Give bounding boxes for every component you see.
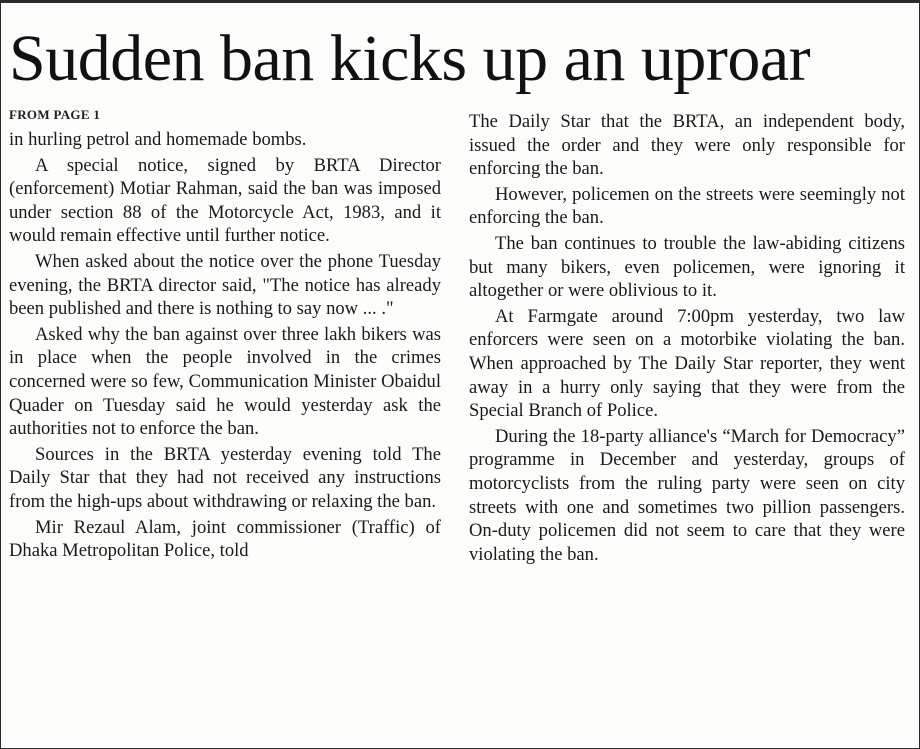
paragraph: At Farmgate around 7:00pm yesterday, two law enforcers were seen on a motorbike violating the ban. When approached by The Daily Star reporter, they went away in a hurry only saying that they were from the Special Branch of Police. — [469, 305, 905, 422]
paragraph: The Daily Star that the BRTA, an independent body, issued the order and they were only responsible for enforcing the ban. — [469, 111, 905, 180]
continued-from-label: FROM PAGE 1 — [9, 107, 101, 122]
left-column — [9, 128, 441, 563]
paragraph: in hurling petrol and homemade bombs. — [9, 129, 307, 150]
paragraph: During the 18-party alliance's “March for Democracy” programme in December and yesterday, groups of motorcyclists from the ruling party were seen on city streets with one and sometimes two pillion passengers. On-duty policemen did not seem to care that they were violating the ban. — [469, 425, 905, 565]
paragraph: A special notice, signed by BRTA Director (enforcement) Motiar Rahman, said the ban was imposed under section 88 of the Motorcycle Act, 1983, and it would remain effective until further notice. — [9, 154, 441, 247]
paragraph: Sources in the BRTA yesterday evening told The Daily Star that they had not received any instructions from the high-ups about withdrawing or relaxing the ban. — [9, 443, 441, 512]
right-column — [469, 110, 905, 566]
paragraph: The ban continues to trouble the law-abiding citizens but many bikers, even policemen, were ignoring it altogether or were oblivious to it. — [469, 232, 905, 302]
paragraph: However, policemen on the streets were seemingly not enforcing the ban. — [469, 183, 905, 229]
paragraph: Mir Rezaul Alam, joint commissioner (Traffic) of Dhaka Metropolitan Police, told — [9, 516, 441, 562]
paragraph: Asked why the ban against over three lakh bikers was in place when the people involved in the crimes concerned were so few, Communication Minister Obaidul Quader on Tuesday said he would yesterday ask the authorities not to enforce the ban. — [9, 323, 441, 440]
paragraph: When asked about the notice over the phone Tuesday evening, the BRTA director said, "The notice has already been published and there is nothing to say now ... ." — [9, 250, 441, 320]
headline: Sudden ban kicks up an uproar — [9, 22, 811, 95]
top-rule — [1, 1, 919, 3]
